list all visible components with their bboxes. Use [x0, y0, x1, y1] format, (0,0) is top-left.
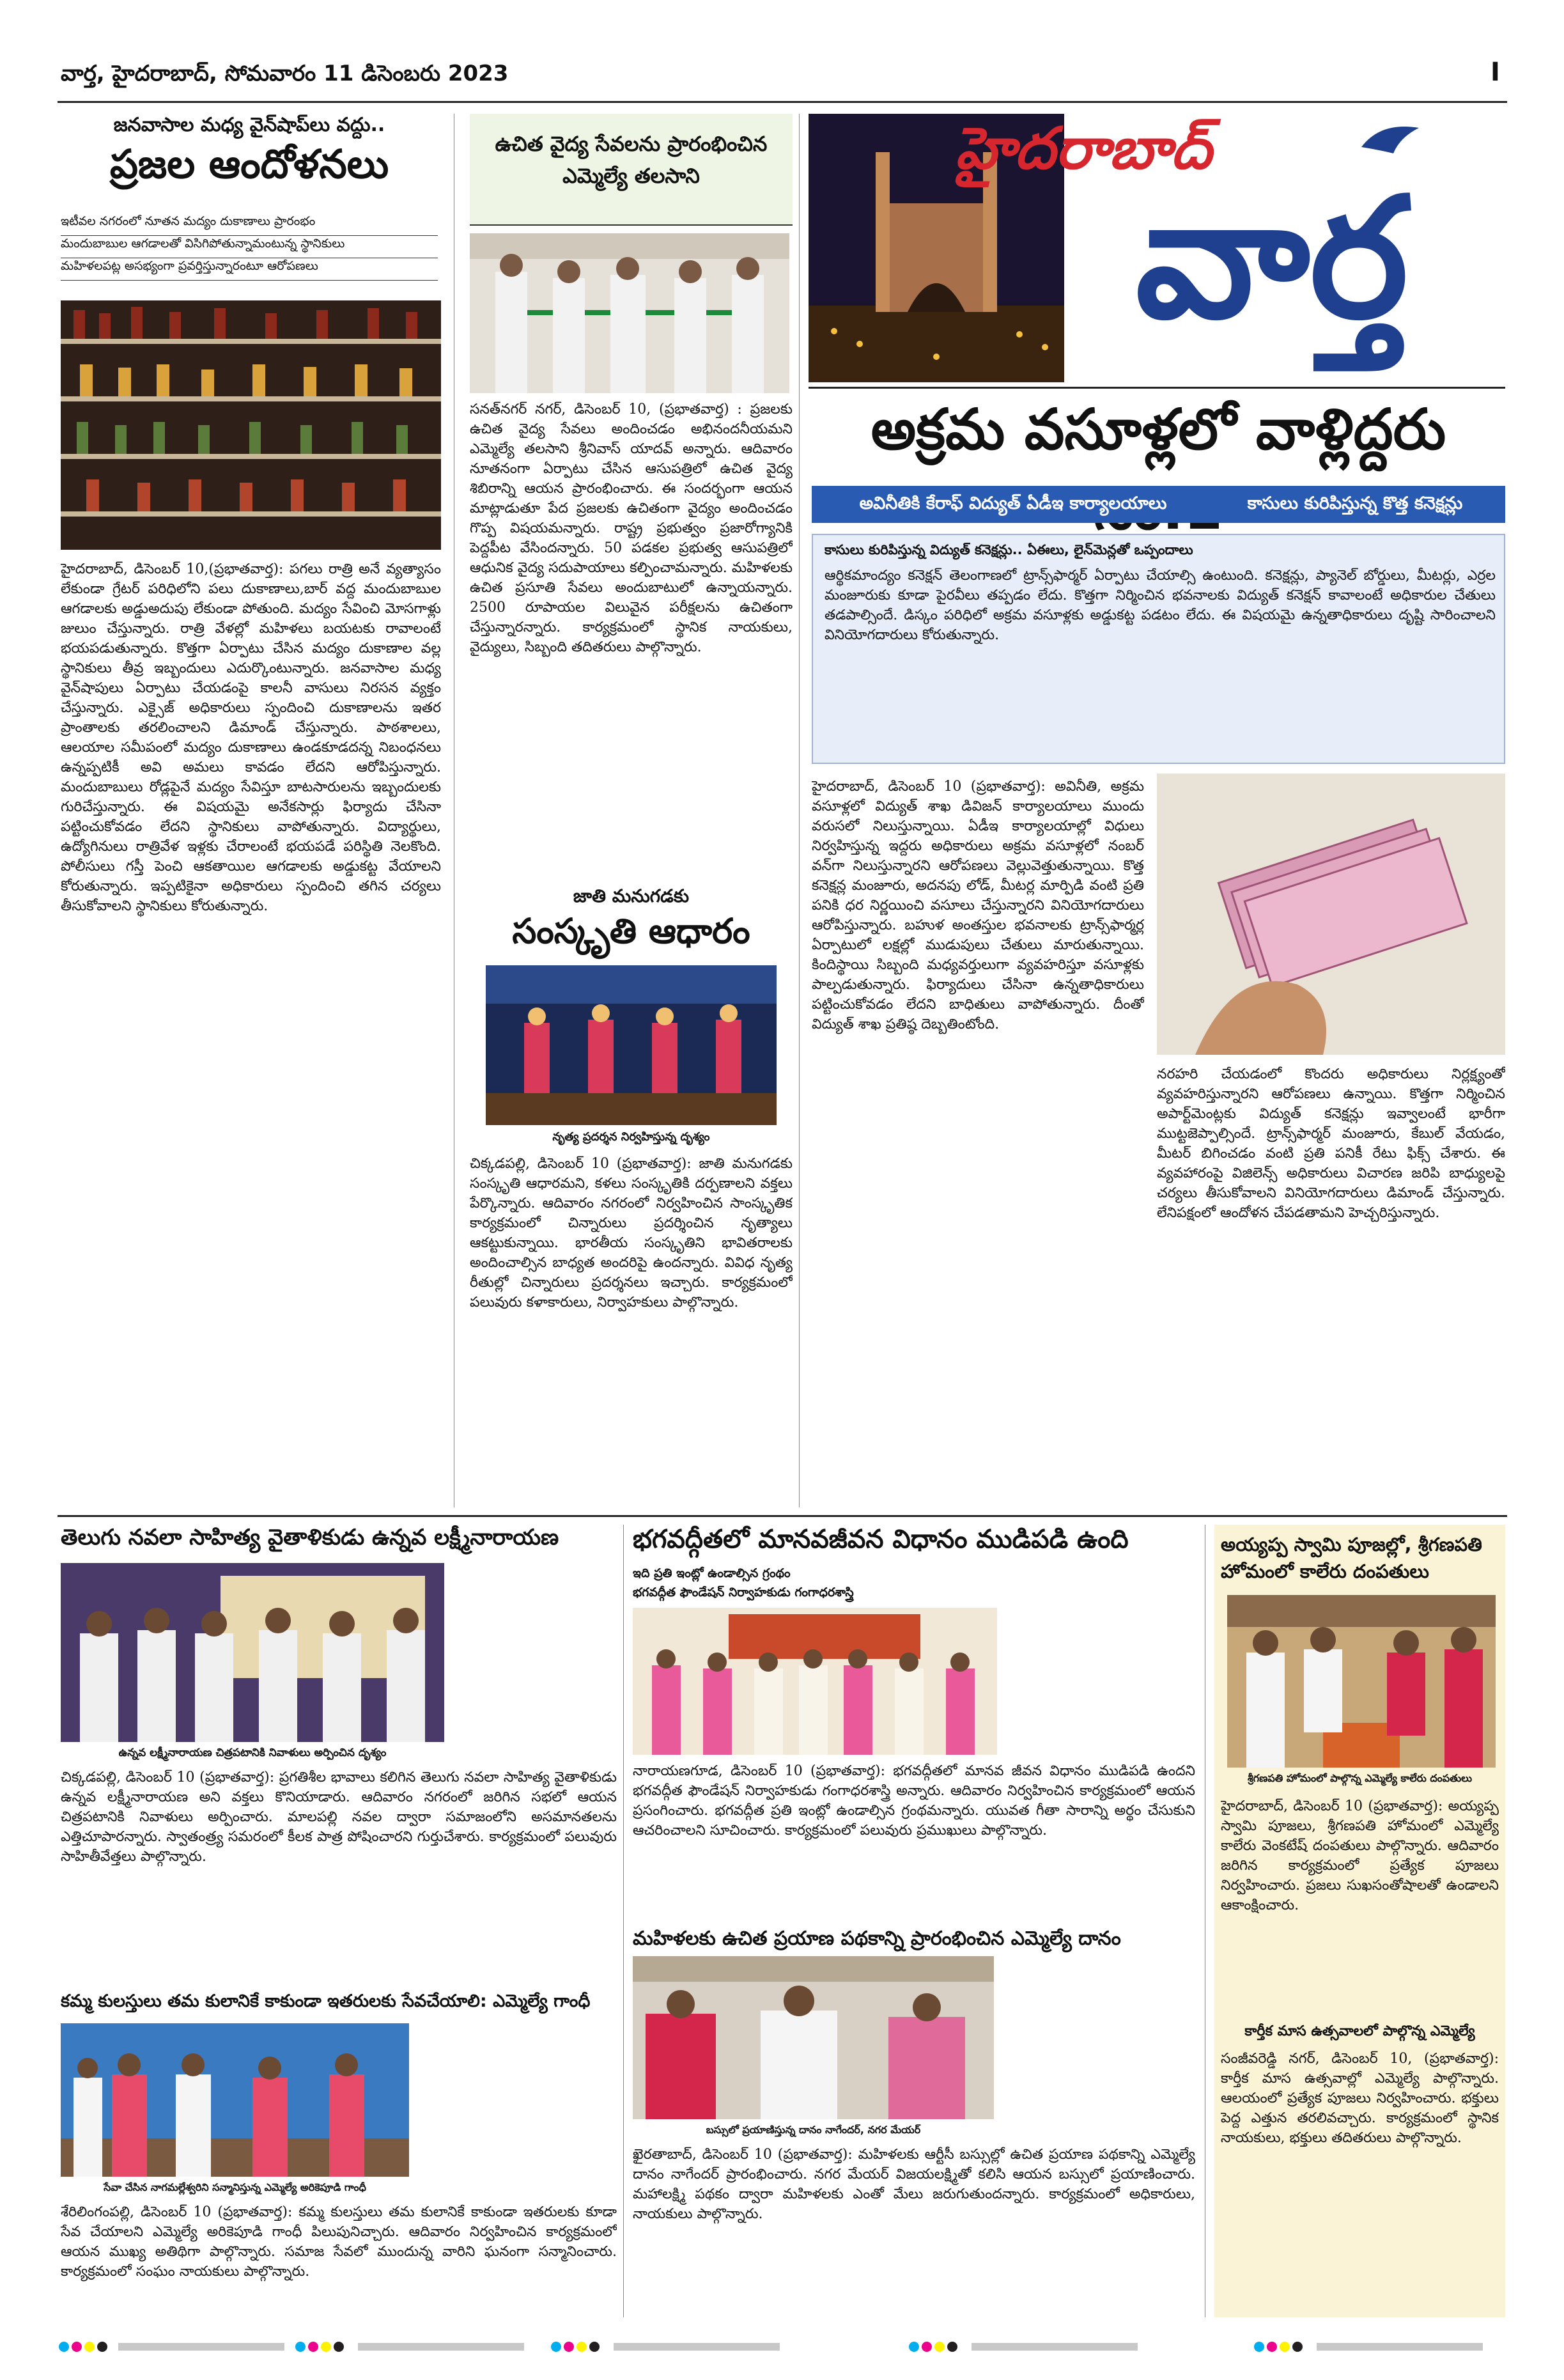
- story4-deck2: కాసులు కురిపిస్తున్న కొత్త కనెక్షన్లు: [1247, 494, 1463, 513]
- story4-headline: అక్రమ వసూళ్లలో వాళ్లిద్దరు: [871, 396, 1446, 462]
- registration-strip: [58, 2340, 1507, 2354]
- story3-photo-dance: [486, 965, 777, 1125]
- story6-body: శేరిలింగంపల్లి, డిసెంబర్ 10 (ప్రభాతవార్త): కమ్మ కులస్తులు తమ కులానికే కాకుండా ఇతరులకు కూడా సేవ చేయాలని ఎమ్మెల్యే అరికెపూడి గాంధీ పిలుపునిచ్చారు. ఆదివారం నిర్వహించిన కార్యక్రమంలో ఆయన ముఖ్య అతిథిగా పాల్గొన్నారు. సమాజ సేవలో ముందున్న వారిని ఘనంగా సన్మానించారు. కార్యక్రమంలో సంఘం నాయకులు పాల్గొన్నారు.: [61, 2204, 617, 2280]
- story4-box-title: కాసులు కురిపిస్తున్న విద్యుత్ కనెక్షన్లు.. ఏఈలు, లైన్‌మెన్లతో ఒప్పందాలు: [825, 542, 1193, 557]
- story7-photo-event: [633, 1608, 997, 1755]
- mid-rule: [58, 1515, 1507, 1517]
- story4-body2: నరహరి చేయడంలో కొందరు అధికారులు నిర్లక్ష్యంతో వ్యవహరిస్తున్నారని ఆరోపణలు ఉన్నాయి. కొత్తగా నిర్మించిన అపార్ట్‌మెంట్లకు విద్యుత్ కనెక్షన్లు ఇవ్వాలంటే భారీగా ముట్టజెప్పాల్సిందే. ట్రాన్స్‌ఫార్మర్ మంజూరు, కేబుల్ వేయడం, మీటర్ బిగించడం వంటి ప్రతి పనికీ రేటు ఫిక్స్ చేశారు. ఈ వ్యవహారంపై విజిలెన్స్ అధికారులు విచారణ జరిపి బాధ్యులపై చర్యలు తీసుకోవాలని వినియోగదారులు డిమాండ్ చేస్తున్నారు. లేనిపక్షంలో ఆందోళన చేపడతామని హెచ్చరిస్తున్నారు.: [1157, 1066, 1505, 1221]
- story1-sub3: మహిళలపట్ల అసభ్యంగా ప్రవర్తిస్తున్నారంటూ ఆరోపణలు: [61, 259, 438, 281]
- story1-kicker: జనవాసాల మధ్య వైన్‌షాప్‌లు వద్దు..: [113, 114, 385, 136]
- col-rule-3: [623, 1525, 624, 2317]
- story7-headline: భగవద్గీతలో మానవజీవన విధానం ముడిపడి ఉంది: [633, 1525, 1129, 1554]
- story7-body: నారాయణగూడ, డిసెంబర్ 10 (ప్రభాతవార్త): భగవద్గీతలో మానవ జీవన విధానం ముడిపడి ఉందని భగవద్గీత ఫౌండేషన్ నిర్వాహకుడు గంగాధరశాస్త్రి అన్నారు. ఆదివారం నిర్వహించిన కార్యక్రమంలో ఆయన ప్రసంగించారు. భగవద్గీత ప్రతి ఇంట్లో ఉండాల్సిన గ్రంథమన్నారు. యువత గీతా సారాన్ని అర్థం చేసుకుని ఆచరించాలని సూచించారు. కార్యక్రమంలో పలువురు ప్రముఖులు పాల్గొన్నారు.: [633, 1763, 1195, 1839]
- story9-body: హైదరాబాద్, డిసెంబర్ 10 (ప్రభాతవార్త): అయ్యప్ప స్వామి పూజలు, శ్రీగణపతి హోమంలో ఎమ్మెల్యే కాలేరు వెంకటేష్ దంపతులు పాల్గొన్నారు. ఆదివారం జరిగిన కార్యక్రమంలో ప్రత్యేక పూజలు నిర్వహించారు. ప్రజలు సుఖసంతోషాలతో ఉండాలని ఆకాంక్షించారు.: [1221, 1798, 1499, 1913]
- story9-body2: సంజీవరెడ్డి నగర్, డిసెంబర్ 10, (ప్రభాతవార్త): కార్తీక మాస ఉత్సవాల్లో ఎమ్మెల్యే పాల్గొన్నారు. ఆలయంలో ప్రత్యేక పూజలు నిర్వహించారు. భక్తులు పెద్ద ఎత్తున తరలివచ్చారు. కార్యక్రమంలో స్థానిక నాయకులు, భక్తులు తదితరులు పాల్గొన్నారు.: [1221, 2051, 1499, 2146]
- story8-caption: బస్సులో ప్రయాణిస్తున్న దానం నాగేందర్, నగర మేయర్: [706, 2124, 921, 2136]
- col-rule-2: [799, 114, 800, 1507]
- story4-photo-cash: [1157, 774, 1505, 1055]
- story9-caption: శ్రీగణపతి హోమంలో పాల్గొన్న ఎమ్మెల్యే కాలేరు దంపతులు: [1247, 1772, 1473, 1784]
- story1-headline: ప్రజల ఆందోళనలు: [109, 141, 389, 187]
- story8-headline: మహిళలకు ఉచిత ప్రయాణ పథకాన్ని ప్రారంభించిన ఎమ్మెల్యే దానం: [633, 1927, 1121, 1950]
- story2-headline: ఉచిత వైద్య సేవలను ప్రారంభించిన ఎమ్మెల్యే తలసాని: [495, 132, 768, 188]
- story6-headline: కమ్మ కులస్తులు తమ కులానికే కాకుండా ఇతరులకు సేవచేయాలి: ఎమ్మెల్యే గాంధీ: [61, 1991, 591, 2011]
- masthead-city: హైదరాబాద్: [955, 115, 1212, 182]
- story8-photo-bus: [633, 1956, 994, 2119]
- story3-body: చిక్కడపల్లి, డిసెంబర్ 10 (ప్రభాతవార్త): జాతి మనుగడకు సంస్కృతి ఆధారమని, కళలు సంస్కృతికి దర్పణాలని వక్తలు పేర్కొన్నారు. ఆదివారం నగరంలో నిర్వహించిన సాంస్కృతిక కార్యక్రమంలో చిన్నారులు ప్రదర్శించిన నృత్యాలు ఆకట్టుకున్నాయి. భారతీయ సంస్కృతిని భావితరాలకు అందించాల్సిన బాధ్యత అందరిపై ఉందన్నారు. వివిధ నృత్య రీతుల్లో చిన్నారులు ప్రదర్శనలు ఇచ్చారు. కార్యక్రమంలో పలువురు కళాకారులు, నిర్వాహకులు పాల్గొన్నారు.: [470, 1156, 793, 1311]
- story2-body: సనత్‌నగర్ నగర్, డిసెంబర్ 10, (ప్రభాతవార్త) : ప్రజలకు ఉచిత వైద్య సేవలు అందించడం అభినందనీయమని ఎమ్మెల్యే తలసాని శ్రీనివాస్ యాదవ్ అన్నారు. ఆదివారం నూతనంగా ఏర్పాటు చేసిన ఆసుపత్రిలో ఉచిత వైద్య శిబిరాన్ని ఆయన ప్రారంభించారు. ఈ సందర్భంగా ఆయన మాట్లాడుతూ పేద ప్రజలకు ఉచితంగా వైద్యం అందించడం గొప్ప విషయమన్నారు. రాష్ట్ర ప్రభుత్వం ప్రజారోగ్యానికి పెద్దపీట వేసిందన్నారు. 50 పడకల ప్రభుత్వ ఆసుపత్రిలో ఆధునిక వైద్య సదుపాయాలు కల్పించామన్నారు. మహిళలకు ఉచిత ప్రసూతి సేవలు అందుబాటులో ఉన్నాయన్నారు. 2500 రూపాయల విలువైన పరీక్షలను ఉచితంగా చేస్తున్నారన్నారు. కార్యక్రమంలో స్థానిక నాయకులు, వైద్యులు, సిబ్బంది తదితరులు పాల్గొన్నారు.: [470, 401, 793, 655]
- dove-icon: [1355, 115, 1425, 166]
- story5-photo-tribute: [61, 1563, 444, 1742]
- story3-caption: నృత్య ప్రదర్శన నిర్వహిస్తున్న దృశ్యం: [552, 1130, 710, 1144]
- story1-body: హైదరాబాద్, డిసెంబర్ 10,(ప్రభాతవార్త): పగలు రాత్రి అనే వ్యత్యాసం లేకుండా గ్రేటర్ పరిధిలోని పలు దుకాణాలు,బార్ వద్ద మందుబాబుల ఆగడాలకు అడ్డుఅదుపు లేకుండా పోతుంది. మద్యం సేవించి మోసగాళ్లు జులుం చేస్తున్నారు. రాత్రి వేళల్లో మహిళలు బయటకు రావాలంటే భయపడుతున్నారు. కొత్తగా ఏర్పాటు చేసిన మద్యం దుకాణాల వల్ల స్థానికులు తీవ్ర ఇబ్బందులు ఎదుర్కొంటున్నారు. జనవాసాల మధ్య వైన్‌షాపులు ఏర్పాటు చేయడంపై కాలనీ వాసులు నిరసన వ్యక్తం చేస్తున్నారు. ఎక్సైజ్ అధికారులు స్పందించి దుకాణాలను ఇతర ప్రాంతాలకు తరలించాలని డిమాండ్ చేస్తున్నారు. పాఠశాలలు, ఆలయాల సమీపంలో మద్యం దుకాణాలు ఉండకూడదన్న నిబంధనలు ఉన్నప్పటికీ అవి అమలు కావడం లేదని ఆరోపిస్తున్నారు. మందుబాబులు రోడ్లపైనే మద్యం సేవిస్తూ బాటసారులను ఇబ్బందులకు గురిచేస్తున్నారు. ఈ విషయమై అనేకసార్లు ఫిర్యాదు చేసినా పట్టించుకోవడం లేదని స్థానికులు వాపోతున్నారు. విద్యార్థులు, ఉద్యోగినులు రాత్రివేళ ఇళ్లకు చేరాలంటే భయపడే పరిస్థితి నెలకొంది. పోలీసులు గస్తీ పెంచి ఆకతాయిల ఆగడాలకు అడ్డుకట్ట వేయాలని కోరుతున్నారు. ఇప్పటికైనా అధికారులు స్పందించి తగిన చర్యలు తీసుకోవాలని స్థానికులు కోరుతున్నారు.: [61, 561, 441, 914]
- story9-photo-homam: [1227, 1595, 1496, 1768]
- story9-sub: కార్తీక మాస ఉత్సవాలలో పాల్గొన్న ఎమ్మెల్యే: [1244, 2023, 1475, 2039]
- story5-caption: ఉన్నవ లక్ష్మీనారాయణ చిత్రపటానికి నివాళులు అర్పించిన దృశ్యం: [118, 1746, 387, 1759]
- masthead-paper: వార్త: [1135, 162, 1409, 355]
- story5-headline: తెలుగు నవలా సాహిత్య వైతాళికుడు ఉన్నవ లక్ష్మీనారాయణ: [61, 1525, 559, 1550]
- story8-body: ఖైరతాబాద్, డిసెంబర్ 10 (ప్రభాతవార్త): మహిళలకు ఆర్టీసీ బస్సుల్లో ఉచిత ప్రయాణ పథకాన్ని ఎమ్మెల్యే దానం నాగేందర్ ప్రారంభించారు. నగర మేయర్ విజయలక్ష్మితో కలిసి ఆయన బస్సులో ప్రయాణించారు. మహాలక్ష్మి పథకం ద్వారా మహిళలకు ఎంతో మేలు జరుగుతుందన్నారు. కార్యక్రమంలో అధికారులు, నాయకులు పాల్గొన్నారు.: [633, 2147, 1195, 2222]
- page-mark: I: [1490, 58, 1500, 87]
- header-rule: [58, 101, 1507, 103]
- masthead-rule: [809, 387, 1505, 389]
- story1-sub1: ఇటీవల నగరంలో నూతన మద్యం దుకాణాలు ప్రారంభం: [61, 214, 438, 236]
- story4-box-body: ఆర్థికమాంద్యం కనెక్షన్ తెలంగాణలో ట్రాన్స్‌ఫార్మర్ ఏర్పాటు చేయాల్సి ఉంటుంది. కనెక్షన్లు, ప్యానెల్ బోర్డులు, మీటర్లు, ఎర్రల మంజూరుకు కూడా పైరవీలు తప్పడం లేదు. కొత్తగా నిర్మించిన భవనాలకు విద్యుత్ కనెక్షన్ కావాలంటే అధికారుల చేతులు తడపాల్సిందే. డిస్కం పరిధిలో అక్రమ వసూళ్లకు అడ్డుకట్ట పడటం లేదు. ఈ విషయమై ఉన్నతాధికారులు దృష్టి సారించాలని వినియోగదారులు కోరుతున్నారు.: [825, 568, 1496, 643]
- story1-sub2: మందుబాబుల ఆగడాలతో విసిగిపోతున్నామంటున్న స్థానికులు: [61, 237, 438, 258]
- story4-deck1: అవినీతికి కేరాఫ్ విద్యుత్ ఏడీఇ కార్యాలయాలు: [859, 494, 1167, 513]
- story4-body1: హైదరాబాద్, డిసెంబర్ 10 (ప్రభాతవార్త): అవినీతి, అక్రమ వసూళ్లలో విద్యుత్ శాఖ డివిజన్ కార్యాలయాలు ముందు వరుసలో నిలుస్తున్నాయి. ఏడీఇ కార్యాలయాల్లో విధులు నిర్వహిస్తున్న ఇద్దరు అధికారులు అక్రమ వసూళ్లలో నంబర్ వన్‌గా నిలుస్తున్నారని ఆరోపణలు వెల్లువెత్తుతున్నాయి. కొత్త కనెక్షన్ల మంజూరు, అదనపు లోడ్, మీటర్ల మార్పిడి వంటి ప్రతి పనికి ధర నిర్ణయించి వసూలు చేస్తున్నారని వినియోగదారులు ఆరోపిస్తున్నారు. బహుళ అంతస్తుల భవనాలకు ట్రాన్స్‌ఫార్మర్ల ఏర్పాటులో లక్షల్లో ముడుపులు చేతులు మారుతున్నాయి. కిందిస్థాయి సిబ్బంది మధ్యవర్తులుగా వ్యవహరిస్తూ వసూళ్లకు పాల్పడుతున్నారు. ఫిర్యాదులు చేసినా ఉన్నతాధికారులు పట్టించుకోవడం లేదని బాధితులు వాపోతున్నారు. దీంతో విద్యుత్ శాఖ ప్రతిష్ఠ దెబ్బతింటోంది.: [812, 779, 1144, 1032]
- story2-photo-inauguration: [470, 233, 789, 393]
- story1-photo-liquor-shop: [61, 300, 441, 550]
- story6-caption: సేవా చేసిన నాగమల్లేశ్వరిని సన్మానిస్తున్న ఎమ్మెల్యే అరికెపూడి గాంధీ: [104, 2181, 366, 2193]
- story7-sub2: భగవద్గీత ఫౌండేషన్ నిర్వాహకుడు గంగాధరశాస్త్రి: [633, 1585, 854, 1599]
- story9-headline: అయ్యప్ప స్వామి పూజల్లో, శ్రీగణపతి హోమంలో కాలేరు దంపతులు: [1221, 1534, 1482, 1582]
- story7-sub1: ఇది ప్రతి ఇంట్లో ఉండాల్సిన గ్రంథం: [633, 1566, 791, 1580]
- story3-headline: సంస్కృతి ఆధారం: [512, 911, 750, 951]
- story3-kicker: జాతి మనుగడకు: [573, 885, 690, 906]
- dateline: వార్త, హైదరాబాద్, సోమవారం 11 డిసెంబరు 2023: [61, 61, 509, 86]
- story6-photo-felicitation: [61, 2023, 409, 2177]
- story5-body: చిక్కడపల్లి, డిసెంబర్ 10 (ప్రభాతవార్త): ప్రగతిశీల భావాలు కలిగిన తెలుగు నవలా సాహిత్య వైతాళికుడు ఉన్నవ లక్ష్మీనారాయణ అని వక్తలు కొనియాడారు. ఆదివారం నగరంలో జరిగిన సభలో ఆయన చిత్రపటానికి నివాళులు అర్పించారు. మాలపల్లి నవల ద్వారా సమాజంలోని అసమానతలను ఎత్తిచూపారన్నారు. స్వాతంత్ర్య సమరంలో కీలక పాత్ర పోషించారని గుర్తుచేశారు. కార్యక్రమంలో పలువురు సాహితీవేత్తలు పాల్గొన్నారు.: [61, 1769, 617, 1865]
